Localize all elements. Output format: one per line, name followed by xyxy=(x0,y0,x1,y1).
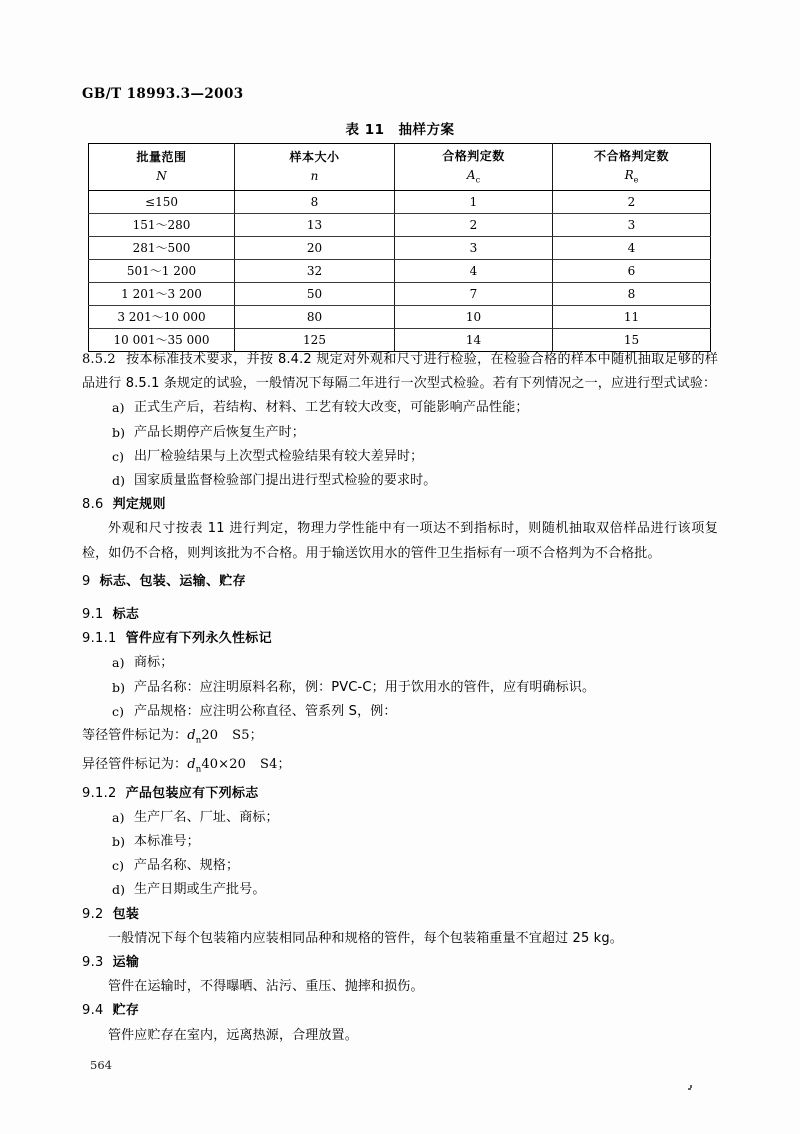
symbol-dn: $d_n$ xyxy=(187,728,202,746)
clause-8-5-2-item-list xyxy=(82,396,718,493)
cell-acceptance: 10 xyxy=(395,306,553,329)
sampling-plan-table xyxy=(88,143,711,352)
table-row xyxy=(89,237,711,260)
marking-prefix-equal: 等径管件标记为： xyxy=(82,728,188,744)
heading-title-9-1: 标志 xyxy=(112,607,140,623)
cell-batch-range: 151～280 xyxy=(89,214,235,237)
marking-example-equal-diameter xyxy=(82,724,718,753)
list-item xyxy=(82,421,718,445)
marking-value-reducing: 40×20 xyxy=(201,756,247,772)
cell-rejection: 15 xyxy=(553,329,711,352)
column-header-acceptance-number: 合格判定数 $A_c$ xyxy=(395,144,553,191)
list-marker: a) xyxy=(112,400,125,416)
heading-number-9-1-1: 9.1.1 xyxy=(82,631,117,647)
list-item xyxy=(82,396,718,420)
symbol-N: N xyxy=(156,169,167,183)
cell-sample-size: 8 xyxy=(235,191,395,214)
heading-title-9: 标志、包装、运输、贮存 xyxy=(99,573,246,589)
clause-9-1-1-item-list xyxy=(82,651,718,724)
cell-rejection: 11 xyxy=(553,306,711,329)
clause-9-4-text: 管件应贮存在室内，远离热源，合理放置。 xyxy=(108,1027,358,1043)
table-header-row xyxy=(89,144,711,191)
cell-acceptance: 7 xyxy=(395,283,553,306)
marking-value-equal: 20 xyxy=(201,728,219,744)
heading-9-1-1 xyxy=(82,627,718,651)
list-marker: d) xyxy=(112,473,126,489)
list-marker: b) xyxy=(112,424,126,440)
table-caption xyxy=(0,118,800,138)
heading-9-1-2 xyxy=(82,782,718,806)
marking-series-equal: S5； xyxy=(232,728,263,744)
heading-title-9-1-2: 产品包装应有下列标志 xyxy=(125,785,259,801)
document-body xyxy=(82,348,718,1048)
list-item xyxy=(82,700,718,724)
cell-batch-range: 281～500 xyxy=(89,237,235,260)
clause-9-3-text: 管件在运输时，不得曝晒、沾污、重压、抛摔和损伤。 xyxy=(108,979,424,995)
cell-sample-size: 32 xyxy=(235,260,395,283)
cell-rejection: 3 xyxy=(553,214,711,237)
clause-9-1-2-item-list xyxy=(82,806,718,903)
heading-8-6 xyxy=(82,493,718,517)
standard-number-header: GB/T 18993.3—2003 xyxy=(82,86,244,102)
list-item xyxy=(82,878,718,902)
heading-title-9-2: 包装 xyxy=(112,906,140,922)
list-item-text: 产品名称、规格； xyxy=(134,858,240,874)
cell-sample-size: 20 xyxy=(235,237,395,260)
table-row xyxy=(89,191,711,214)
table-caption-title: 抽样方案 xyxy=(398,122,455,138)
cell-acceptance: 2 xyxy=(395,214,553,237)
heading-9-1 xyxy=(82,603,718,627)
clause-8-5-2 xyxy=(82,348,718,396)
symbol-Re: $R_e$ xyxy=(624,168,639,185)
heading-title-8-6: 判定规则 xyxy=(112,497,166,513)
list-marker: a) xyxy=(112,655,125,671)
table-row xyxy=(89,283,711,306)
list-marker: a) xyxy=(112,809,125,825)
cell-sample-size: 125 xyxy=(235,329,395,352)
list-item xyxy=(82,445,718,469)
heading-title-9-4: 贮存 xyxy=(112,1003,140,1019)
symbol-n: n xyxy=(310,169,319,183)
marking-prefix-reducing: 异径管件标记为： xyxy=(82,756,188,772)
list-item xyxy=(82,806,718,830)
cell-acceptance: 1 xyxy=(395,191,553,214)
list-item xyxy=(82,676,718,700)
table-row xyxy=(89,306,711,329)
table-row xyxy=(89,260,711,283)
list-item-text: 产品长期停产后恢复生产时； xyxy=(134,424,305,440)
cell-acceptance: 4 xyxy=(395,260,553,283)
cell-batch-range: 501～1 200 xyxy=(89,260,235,283)
list-marker: c) xyxy=(112,858,125,874)
heading-number-9-1-2: 9.1.2 xyxy=(82,785,117,801)
heading-number-9-3: 9.3 xyxy=(82,955,104,971)
cell-sample-size: 50 xyxy=(235,283,395,306)
heading-number-9-4: 9.4 xyxy=(82,1003,104,1019)
heading-9-3 xyxy=(82,951,718,975)
list-item xyxy=(82,469,718,493)
list-item-text: 国家质量监督检验部门提出进行型式检验的要求时。 xyxy=(134,473,437,489)
cell-rejection: 4 xyxy=(553,237,711,260)
list-marker: d) xyxy=(112,882,126,898)
cell-rejection: 2 xyxy=(553,191,711,214)
list-marker: b) xyxy=(112,834,126,850)
cell-rejection: 8 xyxy=(553,283,711,306)
cell-acceptance: 3 xyxy=(395,237,553,260)
list-item xyxy=(82,651,718,675)
list-item-text: 产品规格：应注明公称直径、管系列 S，例： xyxy=(134,703,397,719)
heading-number-8-6: 8.6 xyxy=(82,497,104,513)
clause-8-6-text: 外观和尺寸按表 11 进行判定，物理力学性能中有一项达不到指标时，则随机抽取双倍样品进行该项复检，如仍不合格，则判该批为不合格。用于输送饮用水的管件卫生指标有一项不合格判为不合格批。 xyxy=(82,521,718,561)
table-row xyxy=(89,214,711,237)
clause-text-8-5-2: 按本标准技术要求，并按 8.4.2 规定对外观和尺寸进行检验，在检验合格的样本中随机抽取足够的样品进行 8.5.1 条规定的试验，一般情况下每隔二年进行一次型式检验。若有下列情况之一，应进行型式试验： xyxy=(82,352,718,392)
column-header-sample-size: 样本大小 n xyxy=(235,144,395,191)
list-marker: b) xyxy=(112,679,126,695)
symbol-Ac: $A_c$ xyxy=(466,168,481,185)
cell-batch-range: 1 201～3 200 xyxy=(89,283,235,306)
cell-rejection: 6 xyxy=(553,260,711,283)
list-item-text: 产品名称：应注明原料名称，例：PVC-C；用于饮用水的管件，应有明确标识。 xyxy=(134,679,596,695)
page-number: 564 xyxy=(90,1058,112,1072)
list-item-text: 商标； xyxy=(134,655,174,671)
list-item-text: 生产厂名、厂址、商标； xyxy=(134,809,279,825)
list-item xyxy=(82,854,718,878)
marking-series-reducing: S4； xyxy=(260,756,291,772)
list-item-text: 生产日期或生产批号。 xyxy=(134,882,266,898)
cell-batch-range: ≤150 xyxy=(89,191,235,214)
cell-batch-range: 10 001～35 000 xyxy=(89,329,235,352)
cell-batch-range: 3 201～10 000 xyxy=(89,306,235,329)
marking-example-reducing xyxy=(82,753,718,782)
heading-number-9-1: 9.1 xyxy=(82,607,104,623)
heading-9-4 xyxy=(82,999,718,1023)
clause-9-2-text: 一般情况下每个包装箱内应装相同品种和规格的管件，每个包装箱重量不宜超过 25 kg。 xyxy=(108,930,623,946)
list-item-text: 正式生产后，若结构、材料、工艺有较大改变，可能影响产品性能； xyxy=(134,400,529,416)
heading-title-9-1-1: 管件应有下列永久性标记 xyxy=(125,631,272,647)
heading-title-9-3: 运输 xyxy=(112,955,140,971)
heading-number-9: 9 xyxy=(82,573,91,589)
cell-sample-size: 80 xyxy=(235,306,395,329)
table-caption-label: 表 11 xyxy=(345,122,385,138)
column-header-batch-range: 批量范围 N xyxy=(89,144,235,191)
list-item xyxy=(82,830,718,854)
list-item-text: 出厂检验结果与上次型式检验结果有较大差异时； xyxy=(134,448,424,464)
clause-number-8-5-2: 8.5.2 xyxy=(82,352,116,367)
cell-sample-size: 13 xyxy=(235,214,395,237)
symbol-dn: $d_n$ xyxy=(187,756,202,775)
heading-9-2 xyxy=(82,903,718,927)
list-marker: c) xyxy=(112,703,125,719)
list-item-text: 本标准号； xyxy=(134,834,200,850)
column-header-rejection-number: 不合格判定数 $R_e$ xyxy=(553,144,711,191)
heading-number-9-2: 9.2 xyxy=(82,906,104,922)
heading-section-9 xyxy=(82,570,718,594)
cell-acceptance: 14 xyxy=(395,329,553,352)
list-marker: c) xyxy=(112,448,125,464)
